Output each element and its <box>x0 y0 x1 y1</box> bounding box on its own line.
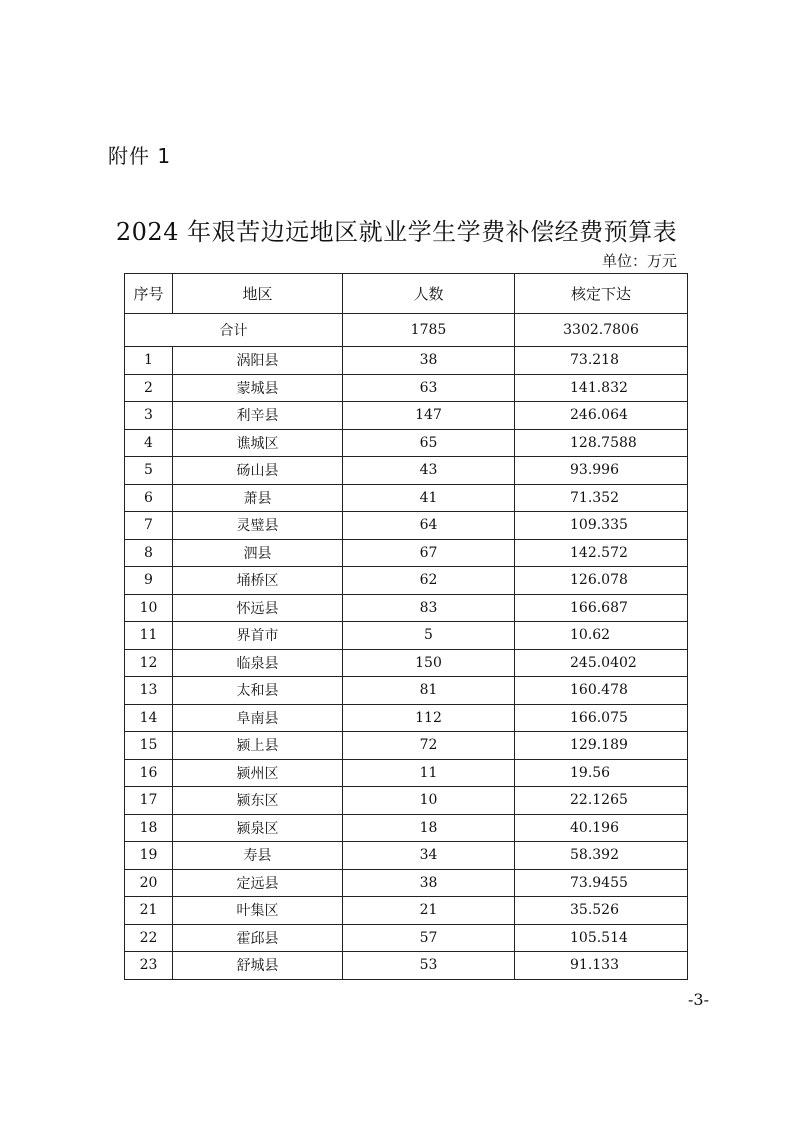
cell-amount: 160.478 <box>515 677 688 705</box>
cell-count: 57 <box>343 924 515 952</box>
cell-amount: 73.9455 <box>515 869 688 897</box>
cell-amount: 246.064 <box>515 402 688 430</box>
cell-amount: 128.7588 <box>515 429 688 457</box>
cell-region: 颍东区 <box>173 787 343 815</box>
table-row <box>125 649 688 677</box>
cell-amount: 58.392 <box>515 842 688 870</box>
cell-count: 63 <box>343 374 515 402</box>
cell-no: 2 <box>125 374 173 402</box>
cell-region: 颍泉区 <box>173 814 343 842</box>
cell-count: 43 <box>343 457 515 485</box>
cell-count: 147 <box>343 402 515 430</box>
cell-amount: 109.335 <box>515 512 688 540</box>
unit-label: 单位：万元 <box>601 252 677 270</box>
cell-amount: 166.687 <box>515 594 688 622</box>
attachment-label: 附件 1 <box>108 144 172 168</box>
table-row <box>125 897 688 925</box>
cell-count: 72 <box>343 732 515 760</box>
cell-region: 阜南县 <box>173 704 343 732</box>
cell-amount: 126.078 <box>515 567 688 595</box>
cell-count: 65 <box>343 429 515 457</box>
table-header-row <box>125 274 688 314</box>
table-row <box>125 457 688 485</box>
cell-region: 叶集区 <box>173 897 343 925</box>
cell-no: 21 <box>125 897 173 925</box>
cell-no: 8 <box>125 539 173 567</box>
header-region: 地区 <box>173 274 343 314</box>
cell-count: 83 <box>343 594 515 622</box>
cell-no: 1 <box>125 347 173 375</box>
cell-count: 34 <box>343 842 515 870</box>
cell-count: 67 <box>343 539 515 567</box>
cell-region: 界首市 <box>173 622 343 650</box>
cell-no: 4 <box>125 429 173 457</box>
cell-count: 62 <box>343 567 515 595</box>
cell-region: 寿县 <box>173 842 343 870</box>
table-row <box>125 759 688 787</box>
cell-amount: 40.196 <box>515 814 688 842</box>
cell-region: 定远县 <box>173 869 343 897</box>
table-row <box>125 594 688 622</box>
cell-region: 颍州区 <box>173 759 343 787</box>
cell-no: 6 <box>125 484 173 512</box>
cell-count: 41 <box>343 484 515 512</box>
table-row <box>125 539 688 567</box>
cell-no: 9 <box>125 567 173 595</box>
total-label: 合计 <box>125 314 343 347</box>
cell-region: 泗县 <box>173 539 343 567</box>
cell-no: 3 <box>125 402 173 430</box>
cell-count: 21 <box>343 897 515 925</box>
cell-amount: 105.514 <box>515 924 688 952</box>
header-amount: 核定下达 <box>515 274 688 314</box>
table-row <box>125 347 688 375</box>
cell-no: 19 <box>125 842 173 870</box>
cell-region: 霍邱县 <box>173 924 343 952</box>
total-count: 1785 <box>343 314 515 347</box>
cell-no: 22 <box>125 924 173 952</box>
cell-no: 16 <box>125 759 173 787</box>
cell-no: 7 <box>125 512 173 540</box>
cell-no: 5 <box>125 457 173 485</box>
cell-no: 12 <box>125 649 173 677</box>
page-number: -3- <box>688 990 709 1009</box>
cell-region: 怀远县 <box>173 594 343 622</box>
cell-count: 11 <box>343 759 515 787</box>
cell-count: 53 <box>343 952 515 980</box>
cell-region: 萧县 <box>173 484 343 512</box>
table-row <box>125 869 688 897</box>
cell-region: 埇桥区 <box>173 567 343 595</box>
cell-region: 太和县 <box>173 677 343 705</box>
document-title: 2024 年艰苦边远地区就业学生学费补偿经费预算表 <box>115 218 678 246</box>
cell-no: 14 <box>125 704 173 732</box>
table-row <box>125 704 688 732</box>
cell-count: 18 <box>343 814 515 842</box>
cell-region: 涡阳县 <box>173 347 343 375</box>
table-row <box>125 484 688 512</box>
table-row <box>125 622 688 650</box>
cell-region: 临泉县 <box>173 649 343 677</box>
cell-count: 38 <box>343 869 515 897</box>
table-row <box>125 374 688 402</box>
cell-no: 23 <box>125 952 173 980</box>
cell-amount: 141.832 <box>515 374 688 402</box>
header-count: 人数 <box>343 274 515 314</box>
cell-count: 150 <box>343 649 515 677</box>
cell-amount: 91.133 <box>515 952 688 980</box>
cell-count: 81 <box>343 677 515 705</box>
cell-count: 10 <box>343 787 515 815</box>
total-row <box>125 314 688 347</box>
table-row <box>125 677 688 705</box>
total-amount: 3302.7806 <box>515 314 688 347</box>
cell-amount: 142.572 <box>515 539 688 567</box>
cell-no: 11 <box>125 622 173 650</box>
cell-count: 112 <box>343 704 515 732</box>
cell-amount: 129.189 <box>515 732 688 760</box>
table-row <box>125 842 688 870</box>
cell-region: 舒城县 <box>173 952 343 980</box>
cell-amount: 245.0402 <box>515 649 688 677</box>
cell-no: 20 <box>125 869 173 897</box>
table-row <box>125 402 688 430</box>
cell-amount: 71.352 <box>515 484 688 512</box>
cell-no: 13 <box>125 677 173 705</box>
cell-count: 64 <box>343 512 515 540</box>
table-row <box>125 787 688 815</box>
table-row <box>125 567 688 595</box>
table-row <box>125 732 688 760</box>
cell-region: 利辛县 <box>173 402 343 430</box>
cell-region: 灵璧县 <box>173 512 343 540</box>
cell-amount: 10.62 <box>515 622 688 650</box>
cell-amount: 93.996 <box>515 457 688 485</box>
table-row <box>125 512 688 540</box>
cell-no: 15 <box>125 732 173 760</box>
cell-no: 10 <box>125 594 173 622</box>
cell-region: 谯城区 <box>173 429 343 457</box>
cell-count: 5 <box>343 622 515 650</box>
table-row <box>125 952 688 980</box>
cell-no: 17 <box>125 787 173 815</box>
header-no: 序号 <box>125 274 173 314</box>
table-body <box>125 314 688 980</box>
cell-amount: 35.526 <box>515 897 688 925</box>
table-row <box>125 814 688 842</box>
cell-region: 颍上县 <box>173 732 343 760</box>
cell-amount: 166.075 <box>515 704 688 732</box>
cell-region: 蒙城县 <box>173 374 343 402</box>
cell-amount: 19.56 <box>515 759 688 787</box>
table-row <box>125 924 688 952</box>
cell-region: 砀山县 <box>173 457 343 485</box>
cell-amount: 73.218 <box>515 347 688 375</box>
cell-no: 18 <box>125 814 173 842</box>
table-row <box>125 429 688 457</box>
cell-count: 38 <box>343 347 515 375</box>
budget-table <box>124 273 688 980</box>
cell-amount: 22.1265 <box>515 787 688 815</box>
